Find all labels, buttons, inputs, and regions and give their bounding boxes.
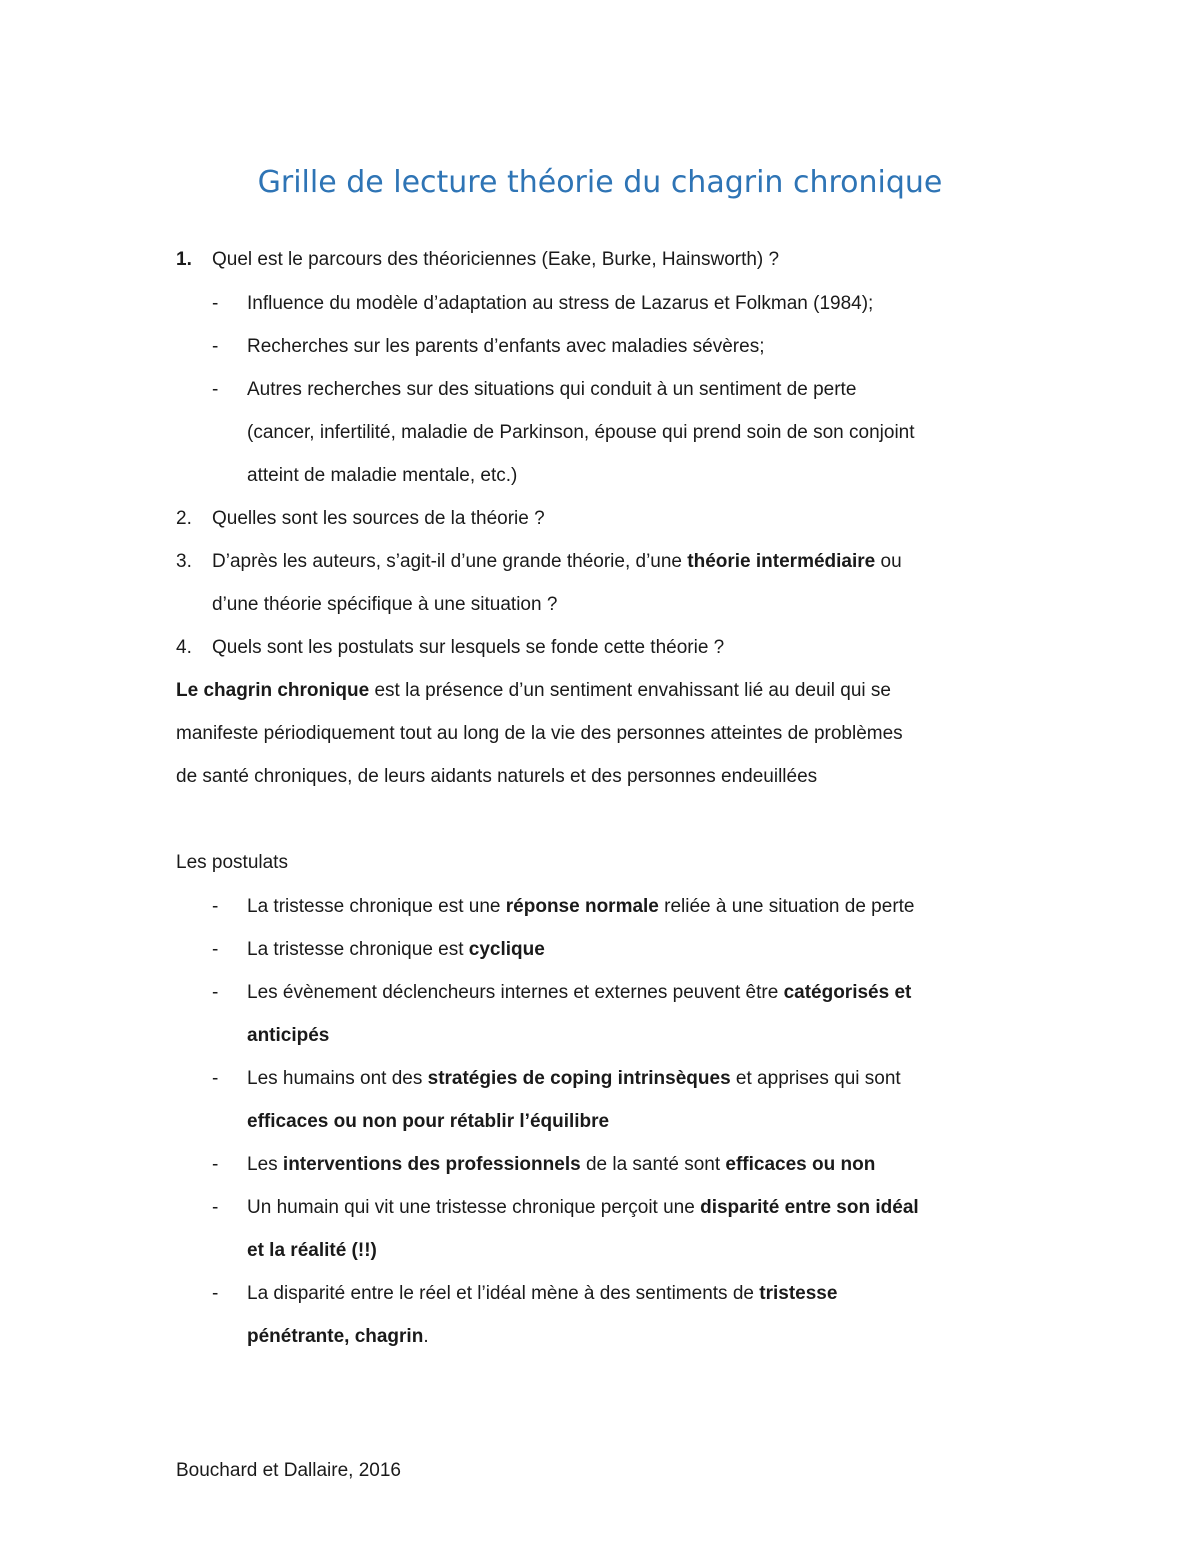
list-bullet: -	[212, 982, 219, 1003]
definition-line-1	[176, 678, 891, 704]
postulat-text: Les humains ont des	[247, 1068, 428, 1089]
postulat-emphasis: pénétrante, chagrin	[247, 1326, 424, 1347]
postulat-emphasis: disparité entre son idéal	[700, 1197, 919, 1218]
list-item-continuation: atteint de maladie mentale, etc.)	[247, 465, 518, 486]
postulat-continuation: efficaces ou non pour rétablir l’équilibre	[247, 1111, 610, 1132]
postulat-emphasis: cyclique	[468, 939, 545, 960]
list-bullet: -	[212, 939, 219, 960]
list-item: Influence du modèle d’adaptation au stress de Lazarus et Folkman (1984);	[247, 293, 874, 314]
list-bullet: -	[212, 293, 219, 314]
question-3-number: 3.	[176, 551, 192, 572]
list-bullet: -	[212, 1068, 219, 1089]
postulat-item	[247, 1152, 875, 1178]
question-2-number: 2.	[176, 508, 192, 529]
definition-line-3: de santé chroniques, de leurs aidants naturels et des personnes endeuillées	[176, 766, 818, 787]
postulat-emphasis: catégorisés et	[783, 982, 912, 1003]
question-4-number: 4.	[176, 637, 192, 658]
postulat-text: de la santé sont	[580, 1154, 726, 1175]
postulat-text: La tristesse chronique est une	[247, 896, 506, 917]
postulat-text: Un humain qui vit une tristesse chronique perçoit une	[247, 1197, 701, 1218]
postulat-continuation: anticipés	[247, 1025, 330, 1046]
list-bullet: -	[212, 1154, 219, 1175]
postulat-emphasis: interventions des professionnels	[282, 1154, 581, 1175]
list-bullet: -	[212, 379, 219, 400]
definition-term: Le chagrin chronique	[176, 680, 370, 701]
postulat-text: La disparité entre le réel et l’idéal mène à des sentiments de	[247, 1283, 760, 1304]
definition-line-2: manifeste périodiquement tout au long de la vie des personnes atteintes de problèmes	[176, 723, 903, 744]
postulat-emphasis: tristesse	[759, 1283, 838, 1304]
postulat-text: Les évènement déclencheurs internes et externes peuvent être	[247, 982, 784, 1003]
question-3-emphasis: théorie intermédiaire	[687, 551, 876, 572]
question-3-text	[212, 549, 902, 575]
postulat-continuation	[247, 1324, 429, 1350]
question-3-text-end: ou	[875, 551, 902, 572]
list-bullet: -	[212, 1283, 219, 1304]
postulats-heading: Les postulats	[176, 852, 288, 873]
question-4-text: Quels sont les postulats sur lesquels se fonde cette théorie ?	[212, 637, 725, 658]
question-3-text-start: D’après les auteurs, s’agit-il d’une grande théorie, d’une	[212, 551, 688, 572]
definition-text: est la présence d’un sentiment envahissant lié au deuil qui se	[369, 680, 891, 701]
list-item: Recherches sur les parents d’enfants avec maladies sévères;	[247, 336, 765, 357]
list-bullet: -	[212, 336, 219, 357]
question-1-text: Quel est le parcours des théoriciennes (Eake, Burke, Hainsworth) ?	[212, 249, 780, 270]
postulat-text: et apprises qui sont	[730, 1068, 901, 1089]
postulat-item	[247, 980, 911, 1006]
postulat-item	[247, 1066, 901, 1092]
question-1-number: 1.	[176, 249, 192, 270]
postulat-item	[247, 937, 545, 963]
question-2-text: Quelles sont les sources de la théorie ?	[212, 508, 545, 529]
postulat-continuation: et la réalité (!!)	[247, 1240, 377, 1261]
question-3-continuation: d’une théorie spécifique à une situation ?	[212, 594, 558, 615]
footer-citation: Bouchard et Dallaire, 2016	[176, 1460, 401, 1481]
postulat-item	[247, 1195, 919, 1221]
list-bullet: -	[212, 1197, 219, 1218]
page-title: Grille de lecture théorie du chagrin chronique	[257, 165, 943, 200]
postulat-item	[247, 1281, 837, 1307]
postulat-emphasis: efficaces ou non	[725, 1154, 876, 1175]
postulat-emphasis: stratégies de coping intrinsèques	[427, 1068, 731, 1089]
list-item: Autres recherches sur des situations qui conduit à un sentiment de perte	[247, 379, 857, 400]
postulat-text: .	[423, 1326, 429, 1347]
postulat-text: La tristesse chronique est	[247, 939, 469, 960]
postulat-text: Les	[247, 1154, 283, 1175]
postulat-text: reliée à une situation de perte	[658, 896, 915, 917]
postulat-item	[247, 894, 915, 920]
list-bullet: -	[212, 896, 219, 917]
list-item-continuation: (cancer, infertilité, maladie de Parkinson, épouse qui prend soin de son conjoint	[247, 422, 915, 443]
postulat-emphasis: réponse normale	[505, 896, 659, 917]
